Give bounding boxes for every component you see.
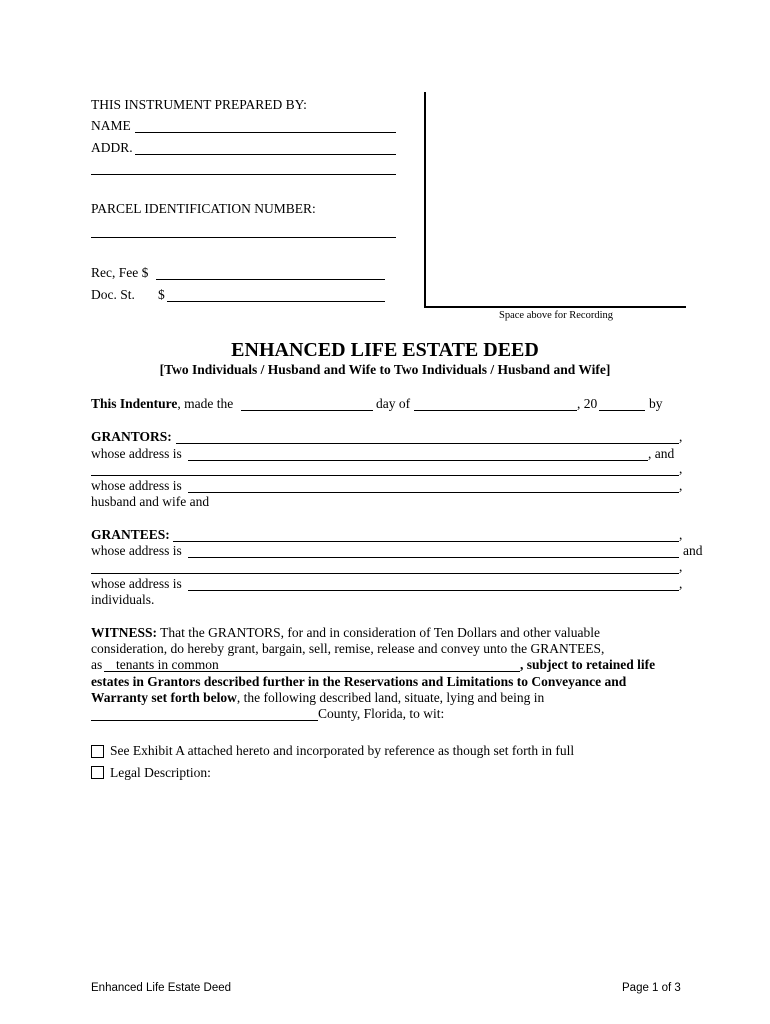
grantors-comma: , [679,429,683,444]
grantor1-address-label: whose address is [91,446,182,461]
grantees-label: GRANTEES: [91,527,170,542]
addr-label: ADDR. [91,140,133,155]
witness-line2: consideration, do hereby grant, bargain, sell, remise, release and convey unto the GRANTEES, [91,641,605,656]
grantee2-comma: , [679,559,683,574]
grantee2-address-comma: , [679,576,683,591]
rec-fee-label: Rec, Fee $ [91,265,149,280]
recording-note: Space above for Recording [499,310,613,321]
grantee1-address-field[interactable] [188,557,679,558]
indenture-month-field[interactable] [414,410,577,411]
witness-line1-text: That the GRANTORS, for and in consideration of Ten Dollars and other valuable [157,625,600,640]
individuals-text: individuals. [91,592,155,607]
husband-wife-text: husband and wife and [91,494,210,509]
witness-line5 [91,690,544,706]
indenture-day-field[interactable] [241,410,373,411]
witness-as: as [91,657,103,672]
indenture-lead: This Indenture [91,396,178,411]
grantors-label [91,429,172,445]
indenture-comma-20: , 20 [577,396,598,411]
rec-fee-field[interactable] [156,279,385,280]
grantor2-address-comma: , [679,478,683,493]
witness-line4: estates in Grantors described further in the Reservations and Limitations to Conveyance and [91,674,627,689]
legal-description-label: Legal Description: [110,765,211,780]
witness-line3-suffix: , subject to retained life [520,657,656,672]
doc-st-label: Doc. St. [91,287,135,302]
grantee2-name-field[interactable] [91,573,679,574]
footer-left: Enhanced Life Estate Deed [91,982,232,994]
county-field[interactable] [91,720,318,721]
recording-box-vertical-line [424,92,426,308]
grantees-name-field[interactable] [173,541,679,542]
addr-field-line2[interactable] [91,174,396,175]
exhibit-checkbox[interactable] [91,745,104,758]
doc-st-dollar: $ [158,287,165,302]
grantor2-address-label: whose address is [91,478,182,493]
addr-field[interactable] [135,154,396,155]
grantor2-comma: , [679,461,683,476]
witness-line5-rest: , the following described land, situate, lying and being in [236,690,545,705]
grantee2-address-label: whose address is [91,576,182,591]
witness-line1 [91,625,600,641]
witness-lead: WITNESS: [91,625,158,640]
grantors-colon: : [167,429,172,444]
grantor1-address-field[interactable] [188,460,648,461]
indenture-by: by [649,396,663,411]
recording-box-horizontal-line [424,306,686,308]
grantor1-and: , and [648,446,675,461]
grantors-label-text: GRANTORS [91,429,168,444]
deed-subtitle: [Two Individuals / Husband and Wife to Two Individuals / Husband and Wife] [159,362,611,377]
name-label: NAME [91,118,131,133]
witness-line5-bold: Warranty set forth below [91,690,237,705]
prepared-by-header: THIS INSTRUMENT PREPARED BY: [91,97,307,112]
grantors-name-field[interactable] [176,443,679,444]
doc-st-field[interactable] [167,301,385,302]
exhibit-label: See Exhibit A attached hereto and incorporated by reference as though set forth in full [110,743,575,758]
parcel-field[interactable] [91,237,396,238]
county-suffix: County, Florida, to wit: [318,706,445,721]
grantee1-and: and [683,543,703,558]
legal-description-checkbox[interactable] [91,766,104,779]
indenture-day-of: day of [376,396,411,411]
indenture-line [91,396,233,412]
tenancy-value: tenants in common [116,657,219,672]
indenture-year-field[interactable] [599,410,645,411]
deed-title: ENHANCED LIFE ESTATE DEED [231,339,539,361]
grantor2-name-field[interactable] [91,475,679,476]
grantor2-address-field[interactable] [188,492,679,493]
footer-page-number: Page 1 of 3 [622,982,681,994]
grantee1-address-label: whose address is [91,543,182,558]
grantees-comma: , [679,527,683,542]
name-field[interactable] [135,132,396,133]
parcel-label: PARCEL IDENTIFICATION NUMBER: [91,201,316,216]
indenture-made-the: , made the [177,396,234,411]
grantee2-address-field[interactable] [188,590,679,591]
